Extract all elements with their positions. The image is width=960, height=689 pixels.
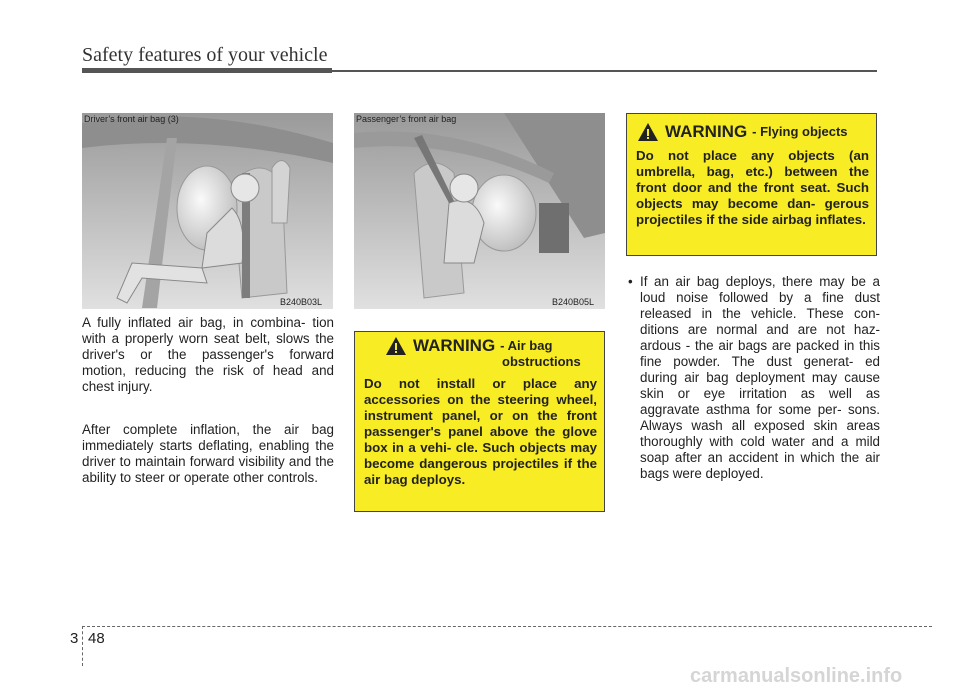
warning-box-airbag-obstructions (354, 331, 605, 512)
airbag-deployment-paragraph: A fully inflated air bag, in combina- tion with a properly worn seat belt, slows the driver's or the passenger's forward motion, reducing the risk of head and chest injury. (82, 315, 334, 394)
driver-airbag-illustration (82, 113, 333, 309)
page-header-title: Safety features of your vehicle (82, 44, 328, 66)
figure-caption-passenger: Passenger’s front air bag (356, 114, 457, 124)
chapter-number: 3 (70, 630, 79, 647)
warning-text: Do not place any objects (an umbrella, bag, etc.) between the front door and the front seat. Such objects may become dan- gerous projectiles if the side airbag inflates. (636, 148, 869, 227)
page-number: 48 (88, 630, 105, 647)
warning-subtitle: - Air bag (500, 338, 553, 353)
warning-label: WARNING (665, 122, 748, 141)
footer-divider (82, 626, 83, 666)
airbag-dust-bullet (628, 274, 880, 482)
footer-rule (82, 626, 932, 627)
warning-subtitle: - Flying objects (752, 124, 848, 139)
figure-code-passenger: B240B05L (552, 297, 595, 307)
figure-code-driver: B240B03L (280, 297, 323, 307)
warning-subtitle-continued: obstructions (502, 354, 581, 369)
figure-caption-driver: Driver’s front air bag (3) (84, 114, 179, 124)
warning-box-flying-objects (626, 113, 877, 256)
warning-label: WARNING (413, 336, 496, 355)
warning-triangle-icon (637, 122, 659, 142)
warning-triangle-icon (385, 336, 407, 356)
bullet-marker: • (628, 274, 633, 289)
header-rule-accent (82, 68, 332, 73)
passenger-airbag-illustration (354, 113, 605, 309)
warning-text: Do not install or place any accessories on the steering wheel, instrument panel, or on the front passenger's panel above the glove box in a vehi- cle. Such objects may become dangerous projectiles if the air bag deploys. (364, 376, 597, 487)
bullet-text: If an air bag deploys, there may be a loud noise followed by a fine dust released in the vehicle. These con- ditions are normal and are not haz- ardous - the air bags are packed in this fine powder. The dust generat- ed during air bag deployment may cause skin or eye irritation as well as aggravate asthma for some per- sons. Always wash all exposed skin areas thoroughly with cold water and a mild soap after an accident in which the air bags were deployed. (640, 274, 880, 481)
watermark: carmanualsonline.info (690, 665, 903, 687)
airbag-deflation-paragraph: After complete inflation, the air bag immediately starts deflating, enabling the driver to maintain forward visibility and the ability to steer or operate other controls. (82, 422, 334, 485)
